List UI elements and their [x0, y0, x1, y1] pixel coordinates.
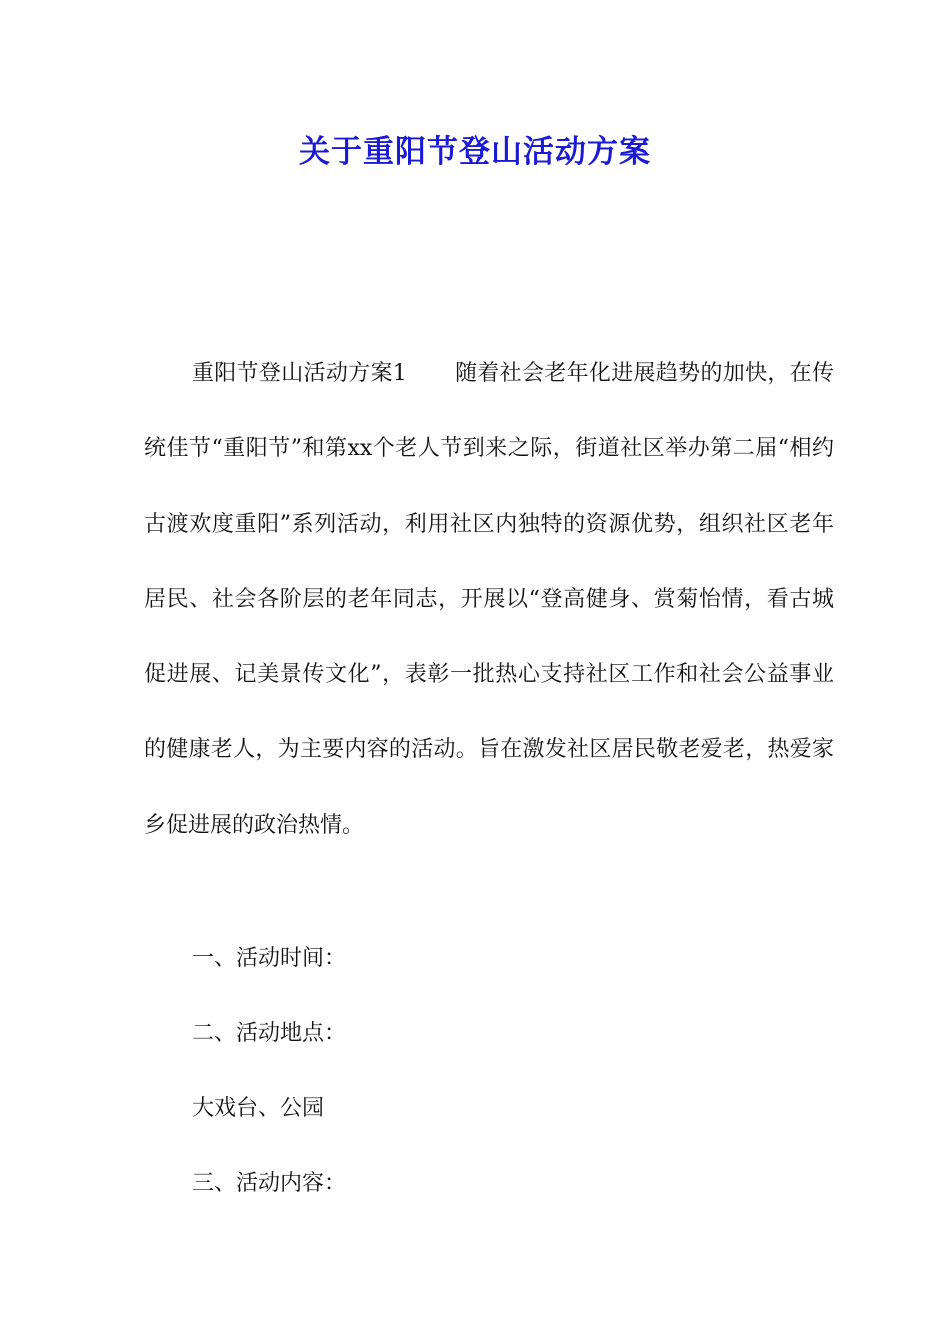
intro-heading: 重阳节登山活动方案1 — [192, 361, 407, 386]
intro-paragraph — [144, 336, 834, 863]
section-location-heading: 二、活动地点： — [192, 1021, 347, 1046]
intro-text: 随着社会老年化进展趋势的加快，在传统佳节“重阳节”和第xx个老人节到来之际，街道社区举办第二届“相约古渡欢度重阳”系列活动，利用社区内独特的资源优势，组织社区老年居民、社会各阶层的老年同志，开展以“登高健身、赏菊怡情，看古城促进展、记美景传文化”，表彰一批热心支持社区工作和社会公益事业的健康老人，为主要内容的活动。旨在激发社区居民敬老爱老，热爱家乡促进展的政治热情。 — [144, 361, 834, 838]
section-location-value: 大戏台、公园 — [192, 1096, 325, 1121]
section-content-heading: 三、活动内容： — [192, 1171, 347, 1196]
section-time-heading: 一、活动时间： — [192, 946, 347, 971]
document-title: 关于重阳节登山活动方案 — [299, 134, 651, 170]
